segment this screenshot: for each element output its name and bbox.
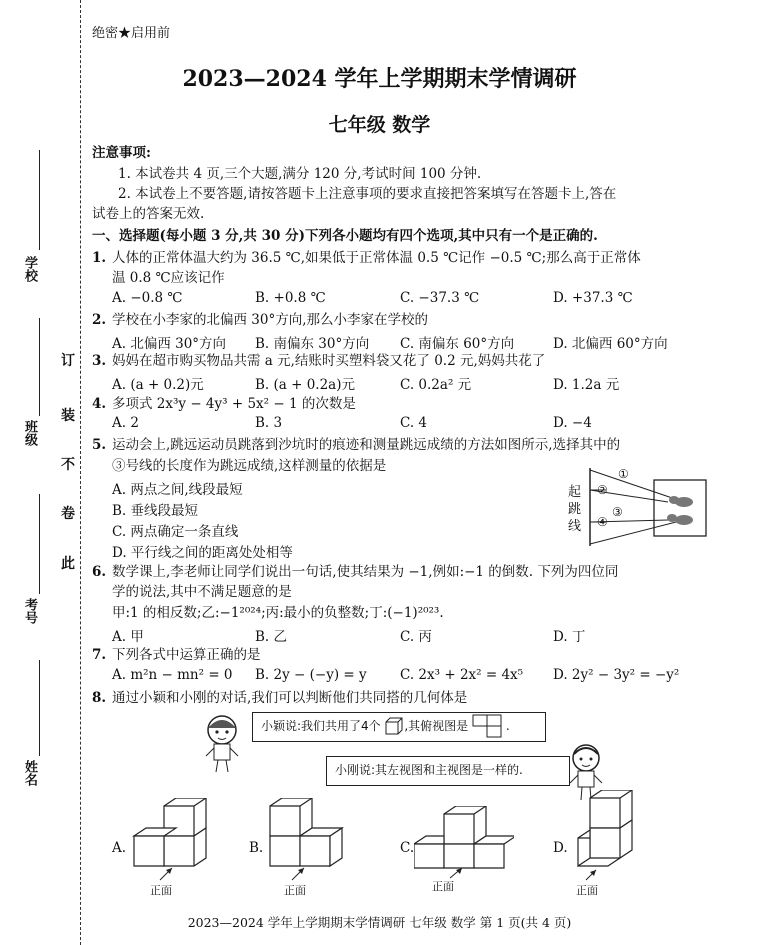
question-stem: 学校在小李家的北偏西 30°方向,那么小李家在学校的 bbox=[112, 312, 429, 328]
page-title: 2023—2024 学年上学期期末学情调研 bbox=[182, 66, 577, 92]
question-stem: 运动会上,跳远运动员跳落到沙坑时的痕迹和测量跳远成绩的方法如图所示,选择其中的 bbox=[112, 437, 621, 453]
figure-mark: ② bbox=[597, 483, 608, 497]
figure-mark: ① bbox=[618, 467, 629, 481]
option-a: A. (a + 0.2)元 bbox=[112, 377, 204, 393]
question-number: 3. bbox=[92, 353, 107, 369]
solid-b bbox=[262, 798, 352, 888]
option-b: B. 2y − (−y) = y bbox=[255, 667, 367, 683]
front-label: 正面 bbox=[284, 884, 306, 897]
option-d: D. 北偏西 60°方向 bbox=[553, 336, 668, 352]
page-footer: 2023—2024 学年上学期期末学情调研 七年级 数学 第 1 页(共 4 页) bbox=[187, 915, 572, 930]
bind-char: 不 bbox=[61, 457, 75, 473]
option-b: B. bbox=[249, 840, 264, 856]
option-d: D. 平行线之间的距离处处相等 bbox=[112, 545, 293, 561]
notice-heading: 注意事项: bbox=[92, 145, 151, 161]
section-heading: 一、选择题(每小题 3 分,共 30 分)下列各小题均有四个选项,其中只有一个是正确的. bbox=[92, 228, 598, 244]
figure-mark: ③ bbox=[612, 505, 623, 519]
question-stem: 温 0.8 ℃应该记作 bbox=[112, 270, 225, 286]
figure-side-label: 起 跳 线 bbox=[568, 485, 582, 534]
option-a: A. −0.8 ℃ bbox=[112, 290, 183, 306]
question-number: 4. bbox=[92, 396, 107, 412]
option-a: A. m²n − mn² = 0 bbox=[112, 667, 233, 683]
option-a: A. 两点之间,线段最短 bbox=[112, 482, 243, 498]
bind-char: 卷 bbox=[61, 506, 75, 522]
notice-line: 1. 本试卷共 4 页,三个大题,满分 120 分,考试时间 100 分钟. bbox=[118, 166, 482, 182]
option-b: B. 南偏东 30°方向 bbox=[255, 336, 370, 352]
bind-char: 此 bbox=[61, 556, 75, 572]
option-d: D. 1.2a 元 bbox=[553, 377, 620, 393]
page-subtitle: 七年级 数学 bbox=[328, 114, 431, 136]
bind-char: 装 bbox=[61, 408, 75, 424]
solid-a bbox=[126, 798, 210, 888]
girl-figure bbox=[200, 712, 244, 774]
top-view-icon bbox=[472, 716, 502, 738]
secret-label: 绝密★启用前 bbox=[92, 26, 171, 41]
option-d: D. 丁 bbox=[553, 629, 586, 645]
option-d: D. bbox=[553, 840, 568, 856]
question-stem: 学的说法,其中不满足题意的是 bbox=[112, 584, 292, 600]
option-c: C. 0.2a² 元 bbox=[400, 377, 472, 393]
exam-no-label: 考号 bbox=[22, 598, 37, 624]
question-stem: 数学课上,李老师让同学们说出一句话,使其结果为 −1,例如:−1 的倒数. 下列为四位同 bbox=[112, 564, 619, 580]
figure-mark: ④ bbox=[597, 515, 608, 529]
option-d: D. +37.3 ℃ bbox=[553, 290, 633, 306]
question-number: 6. bbox=[92, 564, 107, 580]
option-c: C. 丙 bbox=[400, 629, 432, 645]
question-stem: 甲:1 的相反数;乙:−1²⁰²⁴;丙:最小的负整数;丁:(−1)²⁰²³. bbox=[112, 605, 444, 621]
xiaogang-speech-bubble: 小刚说:其左视图和主视图是一样的. bbox=[326, 756, 570, 786]
option-c: C. 两点确定一条直线 bbox=[112, 524, 239, 540]
option-b: B. 乙 bbox=[255, 629, 288, 645]
question-stem: 下列各式中运算正确的是 bbox=[112, 647, 261, 663]
cube-icon bbox=[385, 719, 401, 735]
dialog-text: 小颖说:我们共用了4个 bbox=[261, 719, 381, 733]
school-field[interactable] bbox=[39, 150, 40, 250]
option-c: C. 南偏东 60°方向 bbox=[400, 336, 515, 352]
option-b: B. 垂线段最短 bbox=[112, 503, 199, 519]
question-number: 5. bbox=[92, 437, 107, 453]
dialog-text: ,其俯视图是 bbox=[404, 719, 469, 733]
class-label: 班级 bbox=[22, 420, 37, 446]
option-c: C. 4 bbox=[400, 415, 428, 431]
question-number: 7. bbox=[92, 647, 107, 663]
question-stem: 通过小颖和小刚的对话,我们可以判断他们共同搭的几何体是 bbox=[112, 690, 468, 706]
question-stem: 妈妈在超市购买物品共需 a 元,结账时买塑料袋又花了 0.2 元,妈妈共花了 bbox=[112, 353, 546, 369]
question-number: 1. bbox=[92, 250, 107, 266]
notice-line: 试卷上的答案无效. bbox=[92, 206, 205, 222]
question-stem: 人体的正常体温大约为 36.5 ℃,如果低于正常体温 0.5 ℃记作 −0.5 ℃;那么高于正常体 bbox=[112, 250, 641, 266]
solid-c bbox=[414, 806, 514, 886]
notice-line: 2. 本试卷上不要答题,请按答题卡上注意事项的要求直接把答案填写在答题卡上,答在 bbox=[118, 186, 617, 202]
class-field[interactable] bbox=[39, 318, 40, 416]
option-c: C. bbox=[400, 840, 415, 856]
question-number: 8. bbox=[92, 690, 107, 706]
option-b: B. +0.8 ℃ bbox=[255, 290, 326, 306]
bind-char: 订 bbox=[61, 353, 75, 369]
option-a: A. bbox=[112, 840, 127, 856]
option-a: A. 北偏西 30°方向 bbox=[112, 336, 227, 352]
front-label: 正面 bbox=[576, 884, 598, 897]
question-stem: ③号线的长度作为跳远成绩,这样测量的依据是 bbox=[112, 458, 387, 474]
long-jump-figure bbox=[560, 466, 710, 556]
solid-d bbox=[570, 790, 650, 886]
option-a: A. 2 bbox=[112, 415, 139, 431]
xiaoying-speech-bubble bbox=[252, 712, 546, 742]
school-label: 学校 bbox=[22, 256, 37, 282]
dialog-text: . bbox=[505, 719, 510, 733]
front-label: 正面 bbox=[432, 880, 454, 893]
option-d: D. −4 bbox=[553, 415, 592, 431]
option-a: A. 甲 bbox=[112, 629, 144, 645]
front-label: 正面 bbox=[150, 884, 172, 897]
option-d: D. 2y² − 3y² = −y² bbox=[553, 667, 680, 683]
question-stem: 多项式 2x³y − 4y³ + 5x² − 1 的次数是 bbox=[112, 396, 356, 412]
name-label: 姓名 bbox=[22, 760, 37, 786]
option-b: B. (a + 0.2a)元 bbox=[255, 377, 355, 393]
option-c: C. −37.3 ℃ bbox=[400, 290, 480, 306]
option-c: C. 2x³ + 2x² = 4x⁵ bbox=[400, 667, 524, 683]
exam-no-field[interactable] bbox=[39, 494, 40, 594]
question-number: 2. bbox=[92, 312, 107, 328]
name-field[interactable] bbox=[39, 660, 40, 756]
option-b: B. 3 bbox=[255, 415, 283, 431]
binding-dashed-line bbox=[80, 0, 81, 945]
